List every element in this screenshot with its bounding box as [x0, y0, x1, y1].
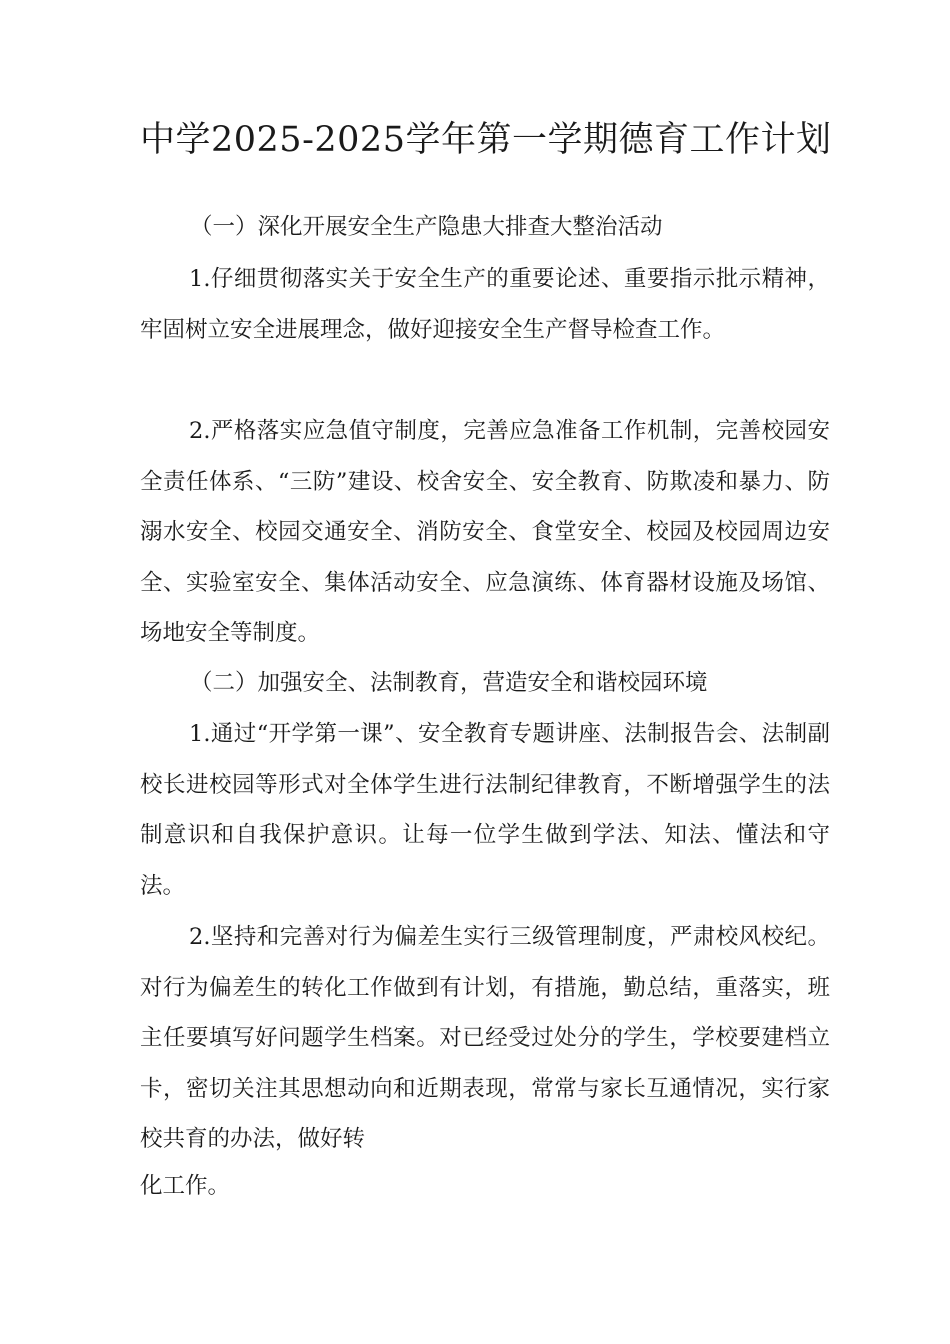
- section-1-item-2: 2.严格落实应急值守制度，完善应急准备工作机制，完善校园安全责任体系、“三防”建设、校舍安全、安全教育、防欺凌和暴力、防溺水安全、校园交通安全、消防安全、食堂安全、校园及校园周边安全、实验室安全、集体活动安全、应急演练、体育器材设施及场馆、场地安全等制度。: [140, 418, 830, 646]
- section-2-item-2-continuation: 化工作。: [140, 1173, 231, 1199]
- section-2-heading: （二）加强安全、法制教育，营造安全和谐校园环境: [190, 670, 708, 696]
- section-2-item-2: 2.坚持和完善对行为偏差生实行三级管理制度，严肃校风校纪。对行为偏差生的转化工作做到有计划，有措施，勤总结，重落实，班主任要填写好问题学生档案。对已经受过处分的学生，学校要建档立卡，密切关注其思想动向和近期表现，常常与家长互通情况，实行家校共育的办法，做好转: [140, 924, 830, 1152]
- document-title: 中学2025-2025学年第一学期德育工作计划: [140, 120, 832, 160]
- section-1-item-1: 1.仔细贯彻落实关于安全生产的重要论述、重要指示批示精神，牢固树立安全进展理念，做好迎接安全生产督导检查工作。: [140, 266, 830, 343]
- section-2-item-1: 1.通过“开学第一课”、安全教育专题讲座、法制报告会、法制副校长进校园等形式对全体学生进行法制纪律教育，不断增强学生的法制意识和自我保护意识。让每一位学生做到学法、知法、懂法和守法。: [140, 721, 830, 899]
- section-1-heading: （一）深化开展安全生产隐患大排查大整治活动: [190, 214, 663, 240]
